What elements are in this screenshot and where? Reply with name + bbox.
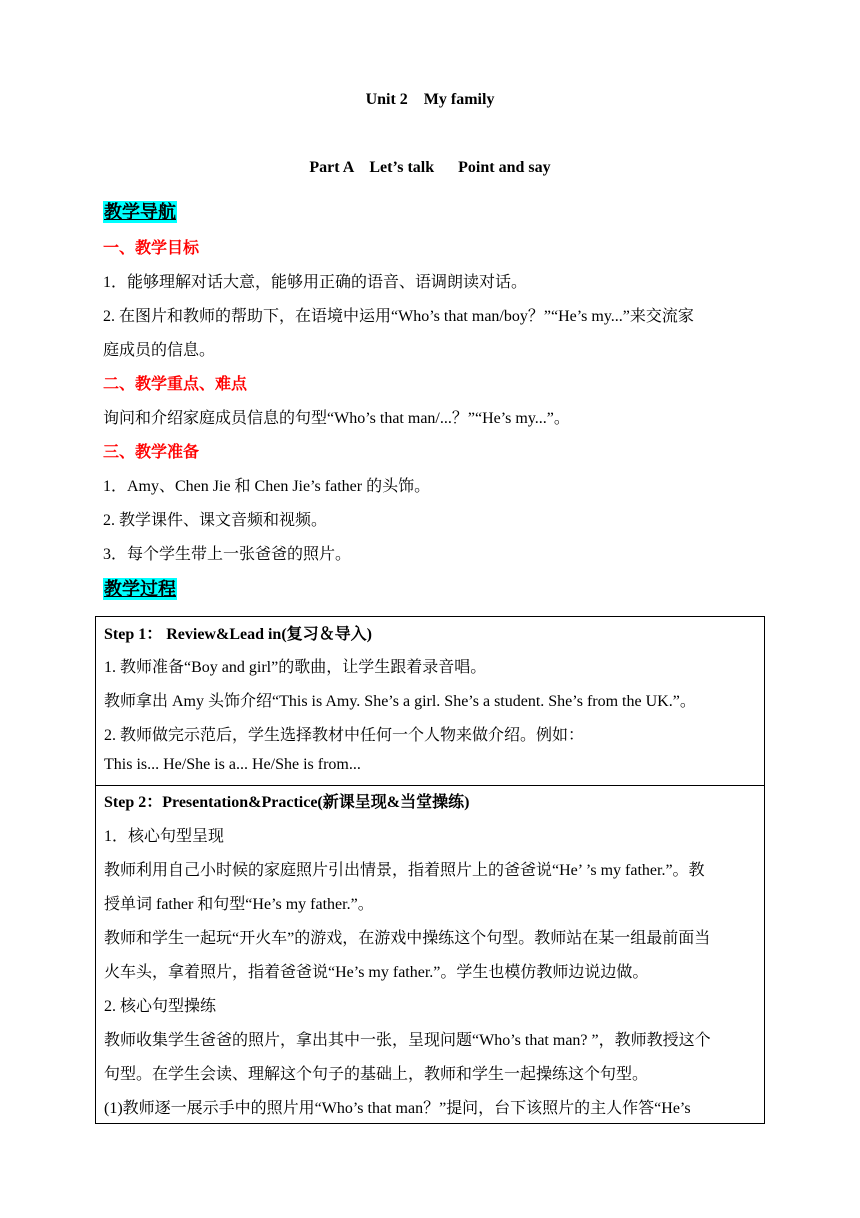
step2-line-5: 火车头，拿着照片，指着爸爸说“He’s my father.”。学生也模仿教师边说边做。 xyxy=(104,964,649,981)
step1-line-3: 2. 教师做完示范后，学生选择教材中任何一个人物来做介绍。例如： xyxy=(104,727,585,744)
teaching-guide-heading: 教学导航 xyxy=(104,202,176,222)
step1-line-4: This is... He/She is a... He/She is from... xyxy=(104,756,361,773)
step2-line-2: 教师利用自己小时候的家庭照片引出情景，指着照片上的爸爸说“He’ ’s my father.”。教 xyxy=(104,862,705,879)
key-points-line-1: 询问和介绍家庭成员信息的句型“Who’s that man/...？”“He’s my...”。 xyxy=(103,410,570,427)
step2-line-9: (1)教师逐一展示手中的照片用“Who’s that man？”提问，台下该照片的主人作答“He’s xyxy=(104,1100,691,1117)
key-points-heading: 二、教学重点、难点 xyxy=(103,374,248,393)
step2-line-8: 句型。在学生会读、理解这个句子的基础上，教师和学生一起操练这个句型。 xyxy=(104,1066,649,1083)
objective-line-1: 1．能够理解对话大意，能够用正确的语音、语调朗读对话。 xyxy=(103,274,528,291)
step1-line-2: 教师拿出 Amy 头饰介绍“This is Amy. She’s a girl. She’s a student. She’s from the UK.”。 xyxy=(104,693,696,710)
preparation-line-3: 3．每个学生带上一张爸爸的照片。 xyxy=(103,546,352,563)
document-subtitle: Part A Let’s talk Point and say xyxy=(309,159,551,176)
step2-line-4: 教师和学生一起玩“开火车”的游戏，在游戏中操练这个句型。教师站在某一组最前面当 xyxy=(104,930,711,947)
process-table xyxy=(95,616,765,1124)
objectives-heading: 一、教学目标 xyxy=(103,238,200,257)
step2-line-1: 1．核心句型呈现 xyxy=(104,828,225,845)
step1-line-1: 1. 教师准备“Boy and girl”的歌曲，让学生跟着录音唱。 xyxy=(104,659,487,676)
objective-line-2a: 2. 在图片和教师的帮助下，在语境中运用“Who’s that man/boy？”“He’s my...”来交流家 xyxy=(103,308,694,325)
preparation-line-2: 2. 教学课件、课文音频和视频。 xyxy=(103,512,328,529)
preparation-line-1: 1．Amy、Chen Jie 和 Chen Jie’s father 的头饰。 xyxy=(103,478,431,495)
objective-line-2b: 庭成员的信息。 xyxy=(103,342,216,359)
step2-line-3: 授单词 father 和句型“He’s my father.”。 xyxy=(104,896,374,913)
step1-title: Step 1： Review&Lead in(复习＆导入) xyxy=(104,626,372,643)
step2-line-6: 2. 核心句型操练 xyxy=(104,998,217,1015)
step2-title: Step 2：Presentation&Practice(新课呈现&当堂操练) xyxy=(104,794,470,811)
teaching-process-heading: 教学过程 xyxy=(104,579,176,599)
document-title: Unit 2 My family xyxy=(365,91,495,108)
preparation-heading: 三、教学准备 xyxy=(103,442,200,461)
step2-line-7: 教师收集学生爸爸的照片，拿出其中一张，呈现问题“Who’s that man? ”，教师教授这个 xyxy=(104,1032,711,1049)
step-divider xyxy=(96,785,764,786)
